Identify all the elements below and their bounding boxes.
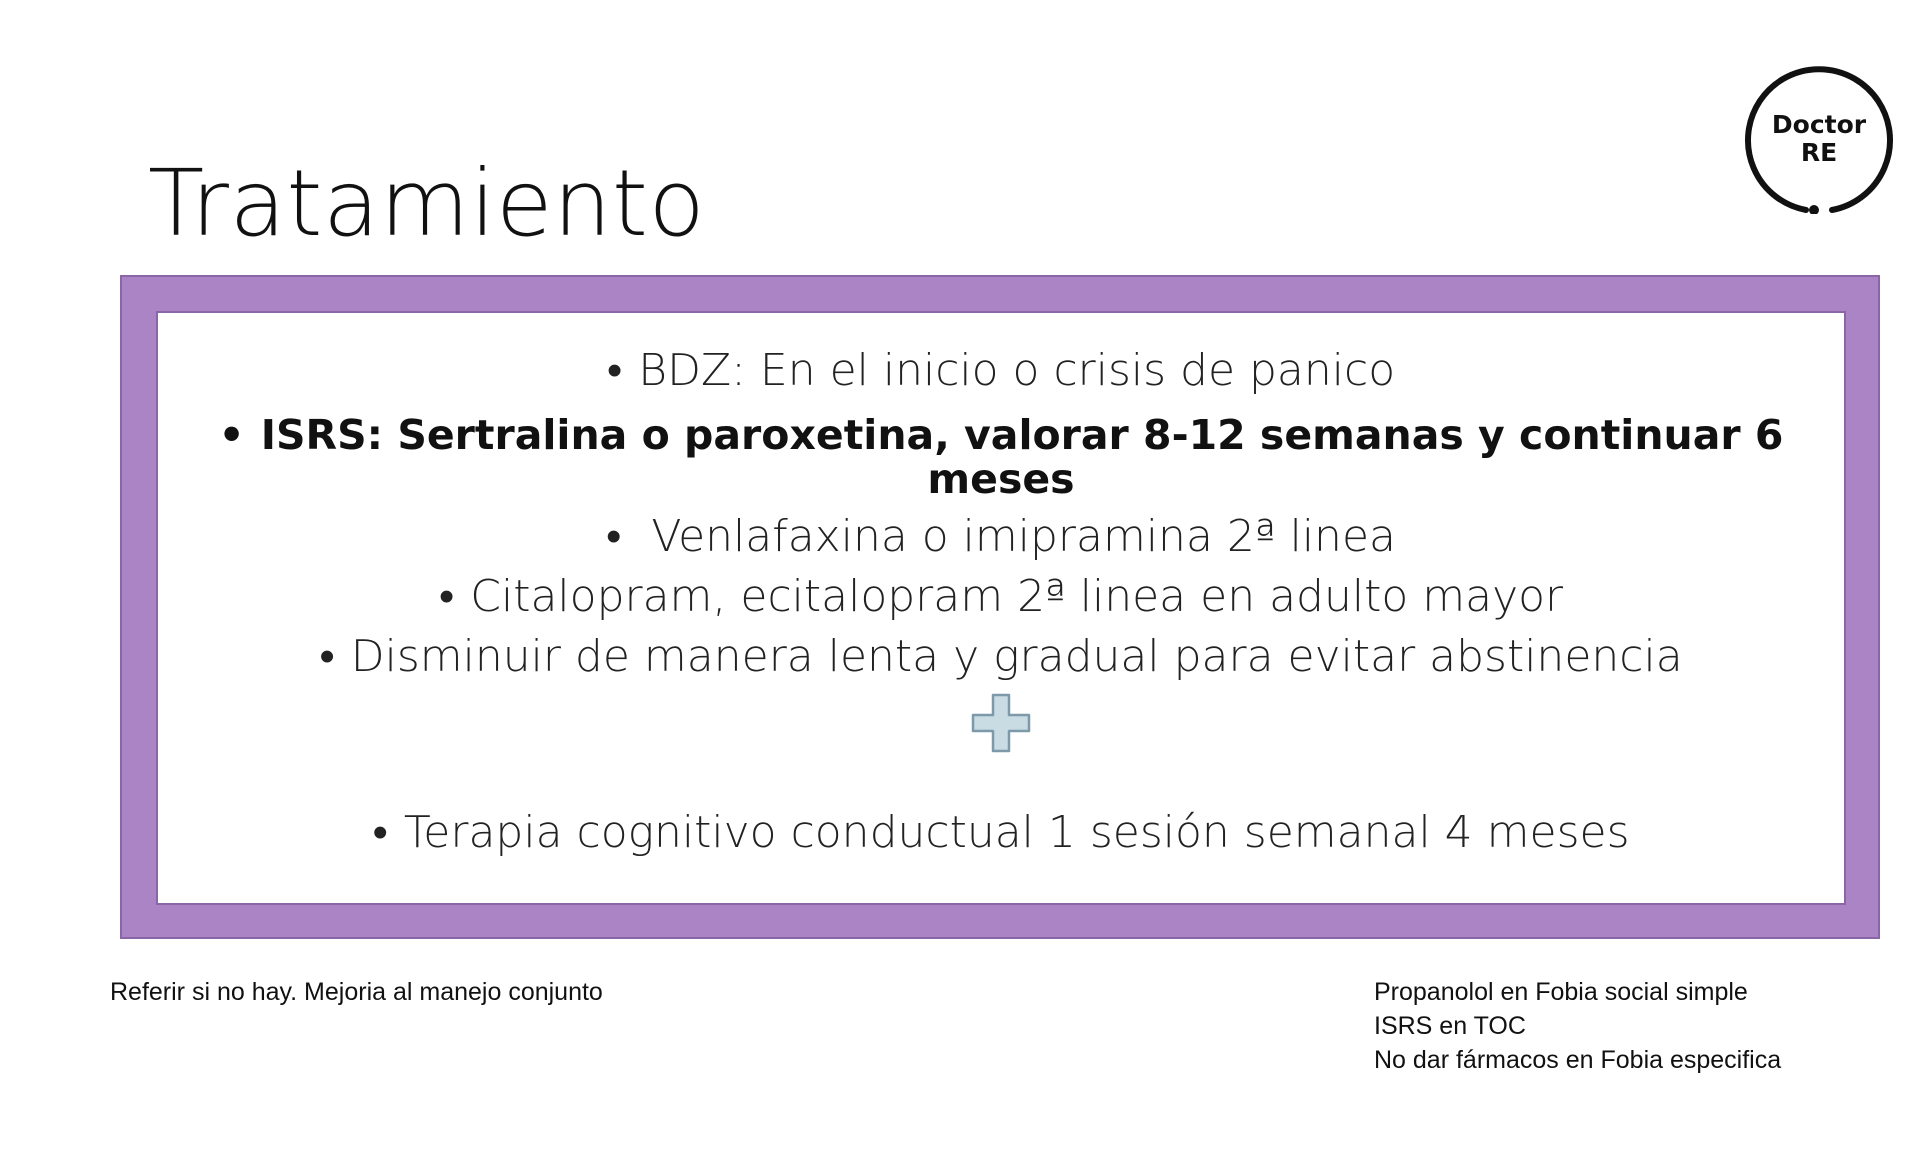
bullet-list-final <box>158 803 1844 863</box>
bullet-item <box>158 401 1844 507</box>
bullet-dot: • <box>218 411 245 459</box>
doctor-re-logo <box>1744 64 1894 214</box>
logo-line-1: Doctor <box>1771 110 1867 139</box>
bullet-dot: • <box>606 345 623 396</box>
bullet-text: Venlafaxina o imipramina 2ª linea <box>637 511 1396 562</box>
plus-icon <box>971 693 1031 753</box>
bullet-item <box>158 567 1844 627</box>
footnote-line: No dar fármacos en Fobia especifica <box>1374 1046 1782 1074</box>
logo-line-2: RE <box>1800 138 1838 167</box>
content-panel <box>156 311 1846 905</box>
slide-title: Tratamiento <box>148 150 706 257</box>
bullet-text: ISRS: Sertralina o paroxetina, valorar 8-12 semanas y continuar 6 meses <box>260 411 1784 503</box>
bullet-text: Terapia cognitivo conductual 1 sesión semanal 4 meses <box>403 807 1630 858</box>
footnote-left: Referir si no hay. Mejoria al manejo conjunto <box>110 978 603 1006</box>
bullet-item <box>158 341 1844 401</box>
bullet-text: Disminuir de manera lenta y gradual para evitar abstinencia <box>350 631 1683 682</box>
bullet-dot: • <box>438 571 455 622</box>
bullet-item <box>158 507 1844 567</box>
bullet-text: Citalopram, ecitalopram 2ª linea en adulto mayor <box>470 571 1564 622</box>
bullet-item <box>158 627 1844 687</box>
bullet-text: BDZ: En el inicio o crisis de panico <box>638 345 1396 396</box>
bullet-dot: • <box>372 807 388 858</box>
footnote-line: ISRS en TOC <box>1374 1012 1526 1040</box>
bullet-item <box>158 803 1844 863</box>
footnote-right <box>1374 975 1781 1077</box>
bullet-list <box>158 341 1844 687</box>
bullet-dot: • <box>319 631 335 682</box>
logo-text <box>1744 64 1894 214</box>
content-frame <box>120 275 1880 939</box>
bullet-dot: • <box>606 511 622 562</box>
footnote-line: Propanolol en Fobia social simple <box>1374 978 1748 1006</box>
